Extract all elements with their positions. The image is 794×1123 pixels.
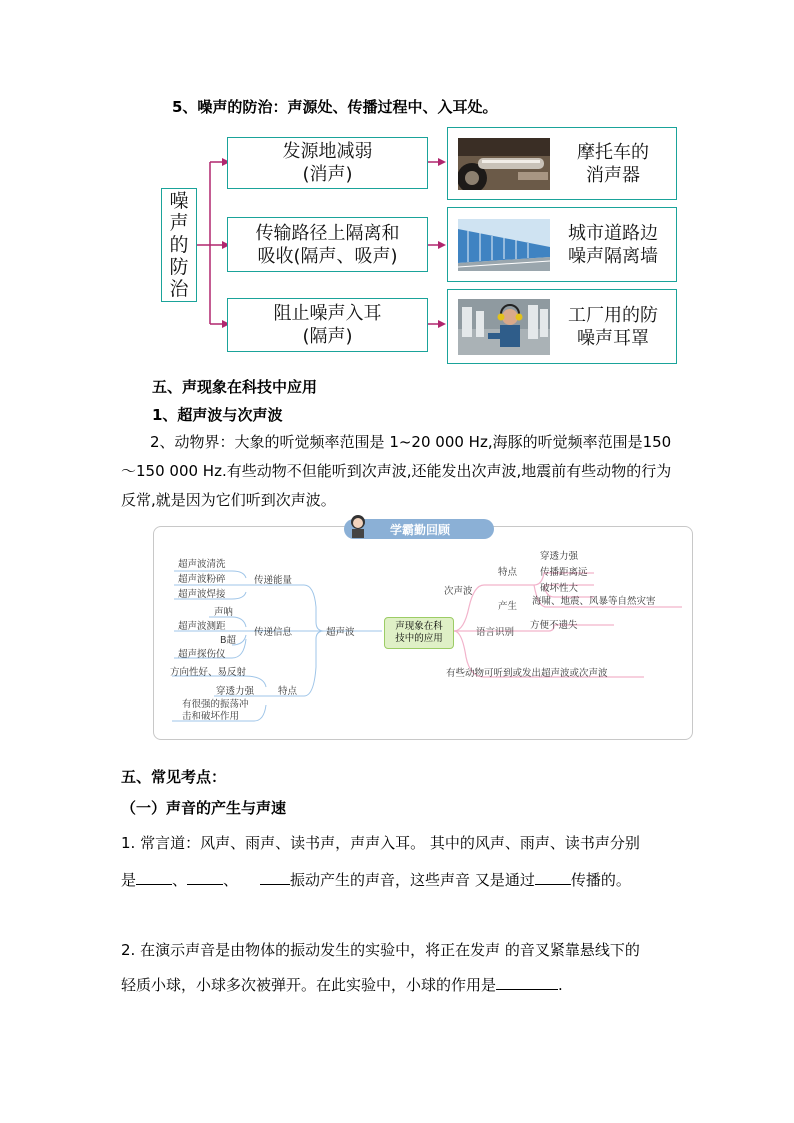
node-infrasound: 次声波 bbox=[444, 586, 473, 597]
node-features: 特点 bbox=[278, 686, 298, 697]
node-feature-item: 方向性好、易反射 bbox=[170, 667, 247, 678]
node-animals: 有些动物可听到或发出超声波或次声波 bbox=[446, 668, 608, 679]
node-info-item: B超 bbox=[220, 635, 237, 646]
example-label: 摩托车的 消声器 bbox=[577, 141, 649, 186]
node-infra-feature-item: 破坏性大 bbox=[540, 583, 579, 594]
motorcycle-muffler-photo bbox=[458, 138, 550, 190]
mascot-icon bbox=[346, 513, 370, 539]
q1-text: 传播的。 bbox=[570, 871, 631, 889]
example-label: 城市道路边 噪声隔离墙 bbox=[568, 222, 658, 267]
method-box-ear bbox=[227, 298, 428, 352]
section-common: 五、常见考点： bbox=[121, 768, 227, 786]
node-info-item: 超声探伤仪 bbox=[178, 649, 226, 660]
q1-text: 振动产生的声音，这些声音 又是通过 bbox=[290, 871, 535, 889]
noise-barrier-photo bbox=[458, 219, 550, 271]
example-box-earmuff bbox=[447, 289, 677, 364]
node-produce-item: 海啸、地震、风暴等自然灾害 bbox=[532, 596, 656, 607]
answer-blank[interactable] bbox=[260, 868, 290, 885]
q2-text: 轻质小球，小球多次被弹开。在此实验中，小球的作用是 bbox=[121, 976, 497, 994]
method-label: 阻止噪声入耳 (隔声) bbox=[273, 303, 382, 347]
example-box-muffler bbox=[447, 127, 677, 200]
root-label: 噪声的防治 bbox=[169, 190, 189, 300]
answer-blank[interactable] bbox=[187, 868, 223, 885]
node-infra-feature-item: 穿透力强 bbox=[540, 551, 579, 562]
noise-heading: 5、噪声的防治：声源处、传播过程中、入耳处。 bbox=[172, 98, 498, 116]
q1-text: 、 bbox=[223, 871, 239, 889]
node-energy-item: 超声波粉碎 bbox=[178, 574, 226, 585]
node-info-item: 声呐 bbox=[214, 607, 234, 618]
mindmap-center: 声现象在科 技中的应用 bbox=[384, 617, 454, 649]
answer-blank[interactable] bbox=[136, 868, 172, 885]
node-energy-item: 超声波清洗 bbox=[178, 559, 226, 570]
subsection-title: 1、超声波与次声波 bbox=[152, 406, 283, 424]
sub-one-title: （一）声音的产生与声速 bbox=[121, 799, 287, 817]
method-label: 传输路径上隔离和 吸收(隔声、吸声) bbox=[255, 222, 400, 267]
method-label: 发源地减弱 (消声) bbox=[282, 141, 373, 185]
method-box-path bbox=[227, 217, 428, 272]
node-ultrasound: 超声波 bbox=[326, 627, 355, 638]
example-box-barrier bbox=[447, 207, 677, 282]
node-feature-item: 穿透力强 bbox=[216, 686, 255, 697]
earmuff-worker-photo bbox=[458, 299, 550, 355]
node-info: 传递信息 bbox=[254, 627, 293, 638]
question-1-line-1: 1. 常言道：风声、雨声、读书声，声声入耳。 其中的风声、雨声、读书声分别 bbox=[121, 834, 640, 852]
question-1-line-2 bbox=[121, 866, 681, 895]
node-info-item: 超声波测距 bbox=[178, 621, 226, 632]
method-box-source bbox=[227, 137, 428, 189]
answer-blank[interactable] bbox=[535, 868, 571, 885]
node-energy: 传递能量 bbox=[254, 575, 293, 586]
question-2-line-2 bbox=[121, 971, 681, 1000]
node-produce: 产生 bbox=[498, 601, 518, 612]
question-2-line-1: 2. 在演示声音是由物体的振动发生的实验中，将正在发声 的音叉紧靠悬线下的 bbox=[121, 941, 640, 959]
node-voice-item: 方便不遗失 bbox=[530, 620, 578, 631]
node-feature-item: 有很强的振荡冲 击和破坏作用 bbox=[182, 699, 249, 722]
example-label: 工厂用的防 噪声耳罩 bbox=[568, 304, 658, 349]
root-box bbox=[161, 188, 197, 302]
q1-text: 是 bbox=[121, 871, 137, 889]
mindmap-banner: 学霸勤回顾 bbox=[390, 523, 451, 537]
q1-text: 、 bbox=[172, 871, 188, 889]
node-infra-features: 特点 bbox=[498, 567, 518, 578]
paragraph-animals: 2、动物界：大象的听觉频率范围是 1~20 000 Hz,海豚的听觉频率范围是150～150 000 Hz.有些动物不但能听到次声波,还能发出次声波,地震前有些动物的行为反常,就是因为它们听到次声波。 bbox=[121, 433, 672, 509]
answer-blank[interactable] bbox=[496, 973, 558, 990]
section-title: 五、声现象在科技中应用 bbox=[152, 378, 318, 396]
node-infra-feature-item: 传播距离远 bbox=[540, 567, 588, 578]
node-voice: 语言识别 bbox=[476, 627, 515, 638]
mindmap-panel bbox=[153, 523, 693, 740]
q2-text: . bbox=[558, 976, 563, 994]
node-energy-item: 超声波焊接 bbox=[178, 589, 226, 600]
